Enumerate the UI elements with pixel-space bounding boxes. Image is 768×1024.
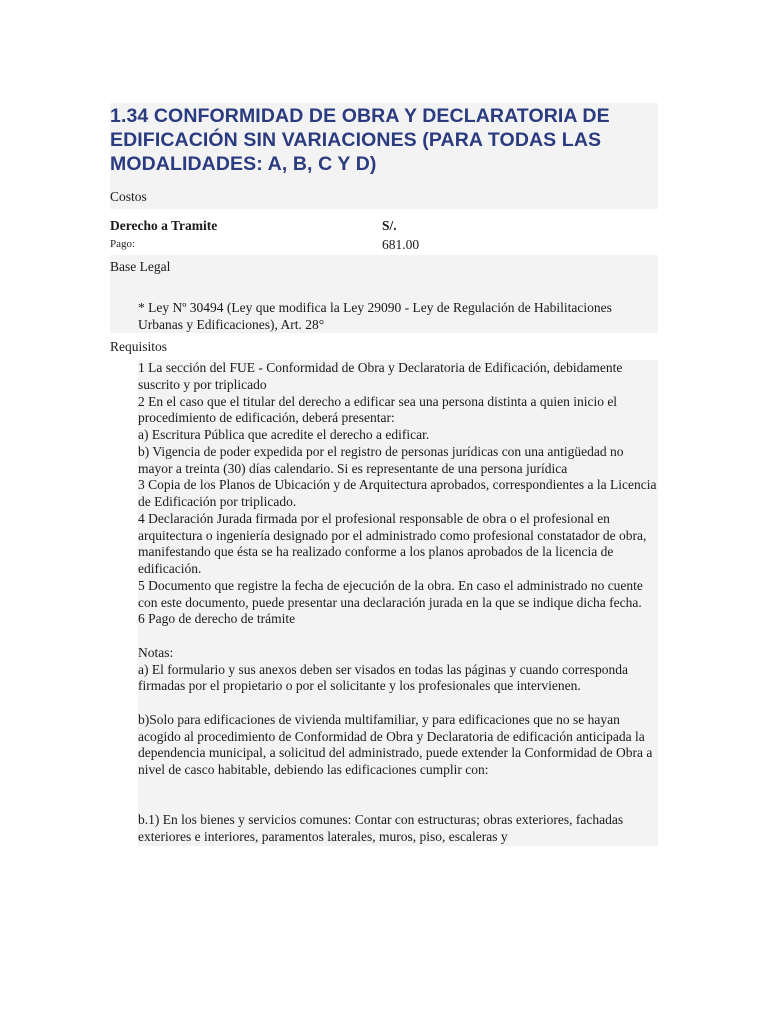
costs-header-right: S/. [382,218,397,233]
requisitos-list [138,360,658,846]
base-legal-label: Base Legal [110,259,171,274]
list-item: 2 En el caso que el titular del derecho a edificar sea una persona distinta a quien inicio el procedimiento de edificación, deberá presentar: [138,393,618,426]
note-a: a) El formulario y sus anexos deben ser visados en todas las páginas y cuando corresponda firmadas por el propietario o por el solicitante y los profesionales que intervienen. [138,661,628,694]
list-item: a) Escritura Pública que acredite el derecho a edificar. [138,427,430,442]
notes-label: Notas: [138,644,174,660]
base-legal-text: * Ley Nº 30494 (Ley que modifica la Ley 29090 - Ley de Regulación de Habilitaciones Urbanas y Edificaciones), Art. 28° [138,300,612,332]
title-block [110,103,658,180]
list-item: 6 Pago de derecho de trámite [138,611,296,627]
costs-label: Costos [110,189,147,204]
list-item: 3 Copia de los Planos de Ubicación y de Arquitectura aprobados, correspondientes a la Licencia de Edificación por triplicado. [138,477,657,509]
costs-value-row [110,236,658,253]
requisitos-section [110,333,658,360]
costs-row-left: Pago: [110,238,136,250]
note-b: b)Solo para edificaciones de vivienda multifamiliar, y para edificaciones que no se hayan acogido al procedimiento de Conformidad de Obra y Declaratoria de edificación anticipada la dependencia municipal, a solicitud del administrado, puede extender la Conformidad de Obra a nivel de casco habitable, debiendo las edificaciones cumplir con: [138,711,653,777]
costs-header-row [110,218,658,235]
list-item: b) Vigencia de poder expedida por el registro de personas jurídicas con una antigüedad no mayor a treinta (30) días calendario. Si es representante de una persona jurídica [138,443,624,476]
costs-header-left: Derecho a Tramite [110,218,218,233]
requisitos-label: Requisitos [110,339,168,354]
base-legal-section [110,255,658,333]
document [110,103,658,846]
costs-row-right: 681.00 [382,237,420,252]
costs-section [110,180,658,209]
note-b1: b.1) En los bienes y servicios comunes: Contar con estructuras; obras exteriores, fachadas exteriores e interiores, paramentos laterales, muros, piso, escaleras y [138,812,624,844]
list-item: 5 Documento que registre la fecha de ejecución de la obra. En caso el administrado no cuente con este documento, puede presentar una declaración jurada en la que se indique dicha fecha. [138,577,643,610]
page-title: 1.34 CONFORMIDAD DE OBRA Y DECLARATORIA DE EDIFICACIÓN SIN VARIACIONES (PARA TODAS LAS MODALIDADES: A, B, C Y D) [110,105,610,175]
list-item: 1 La sección del FUE - Conformidad de Obra y Declaratoria de Edificación, debidamente suscrito y por triplicado [138,360,623,392]
list-item: 4 Declaración Jurada firmada por el profesional responsable de obra o el profesional en arquitectura o ingeniería designado por el administrado como profesional constatador de obra, manifestando que ésta se ha realizado conforme a los planos aprobados de la licencia de edificación. [138,510,647,576]
